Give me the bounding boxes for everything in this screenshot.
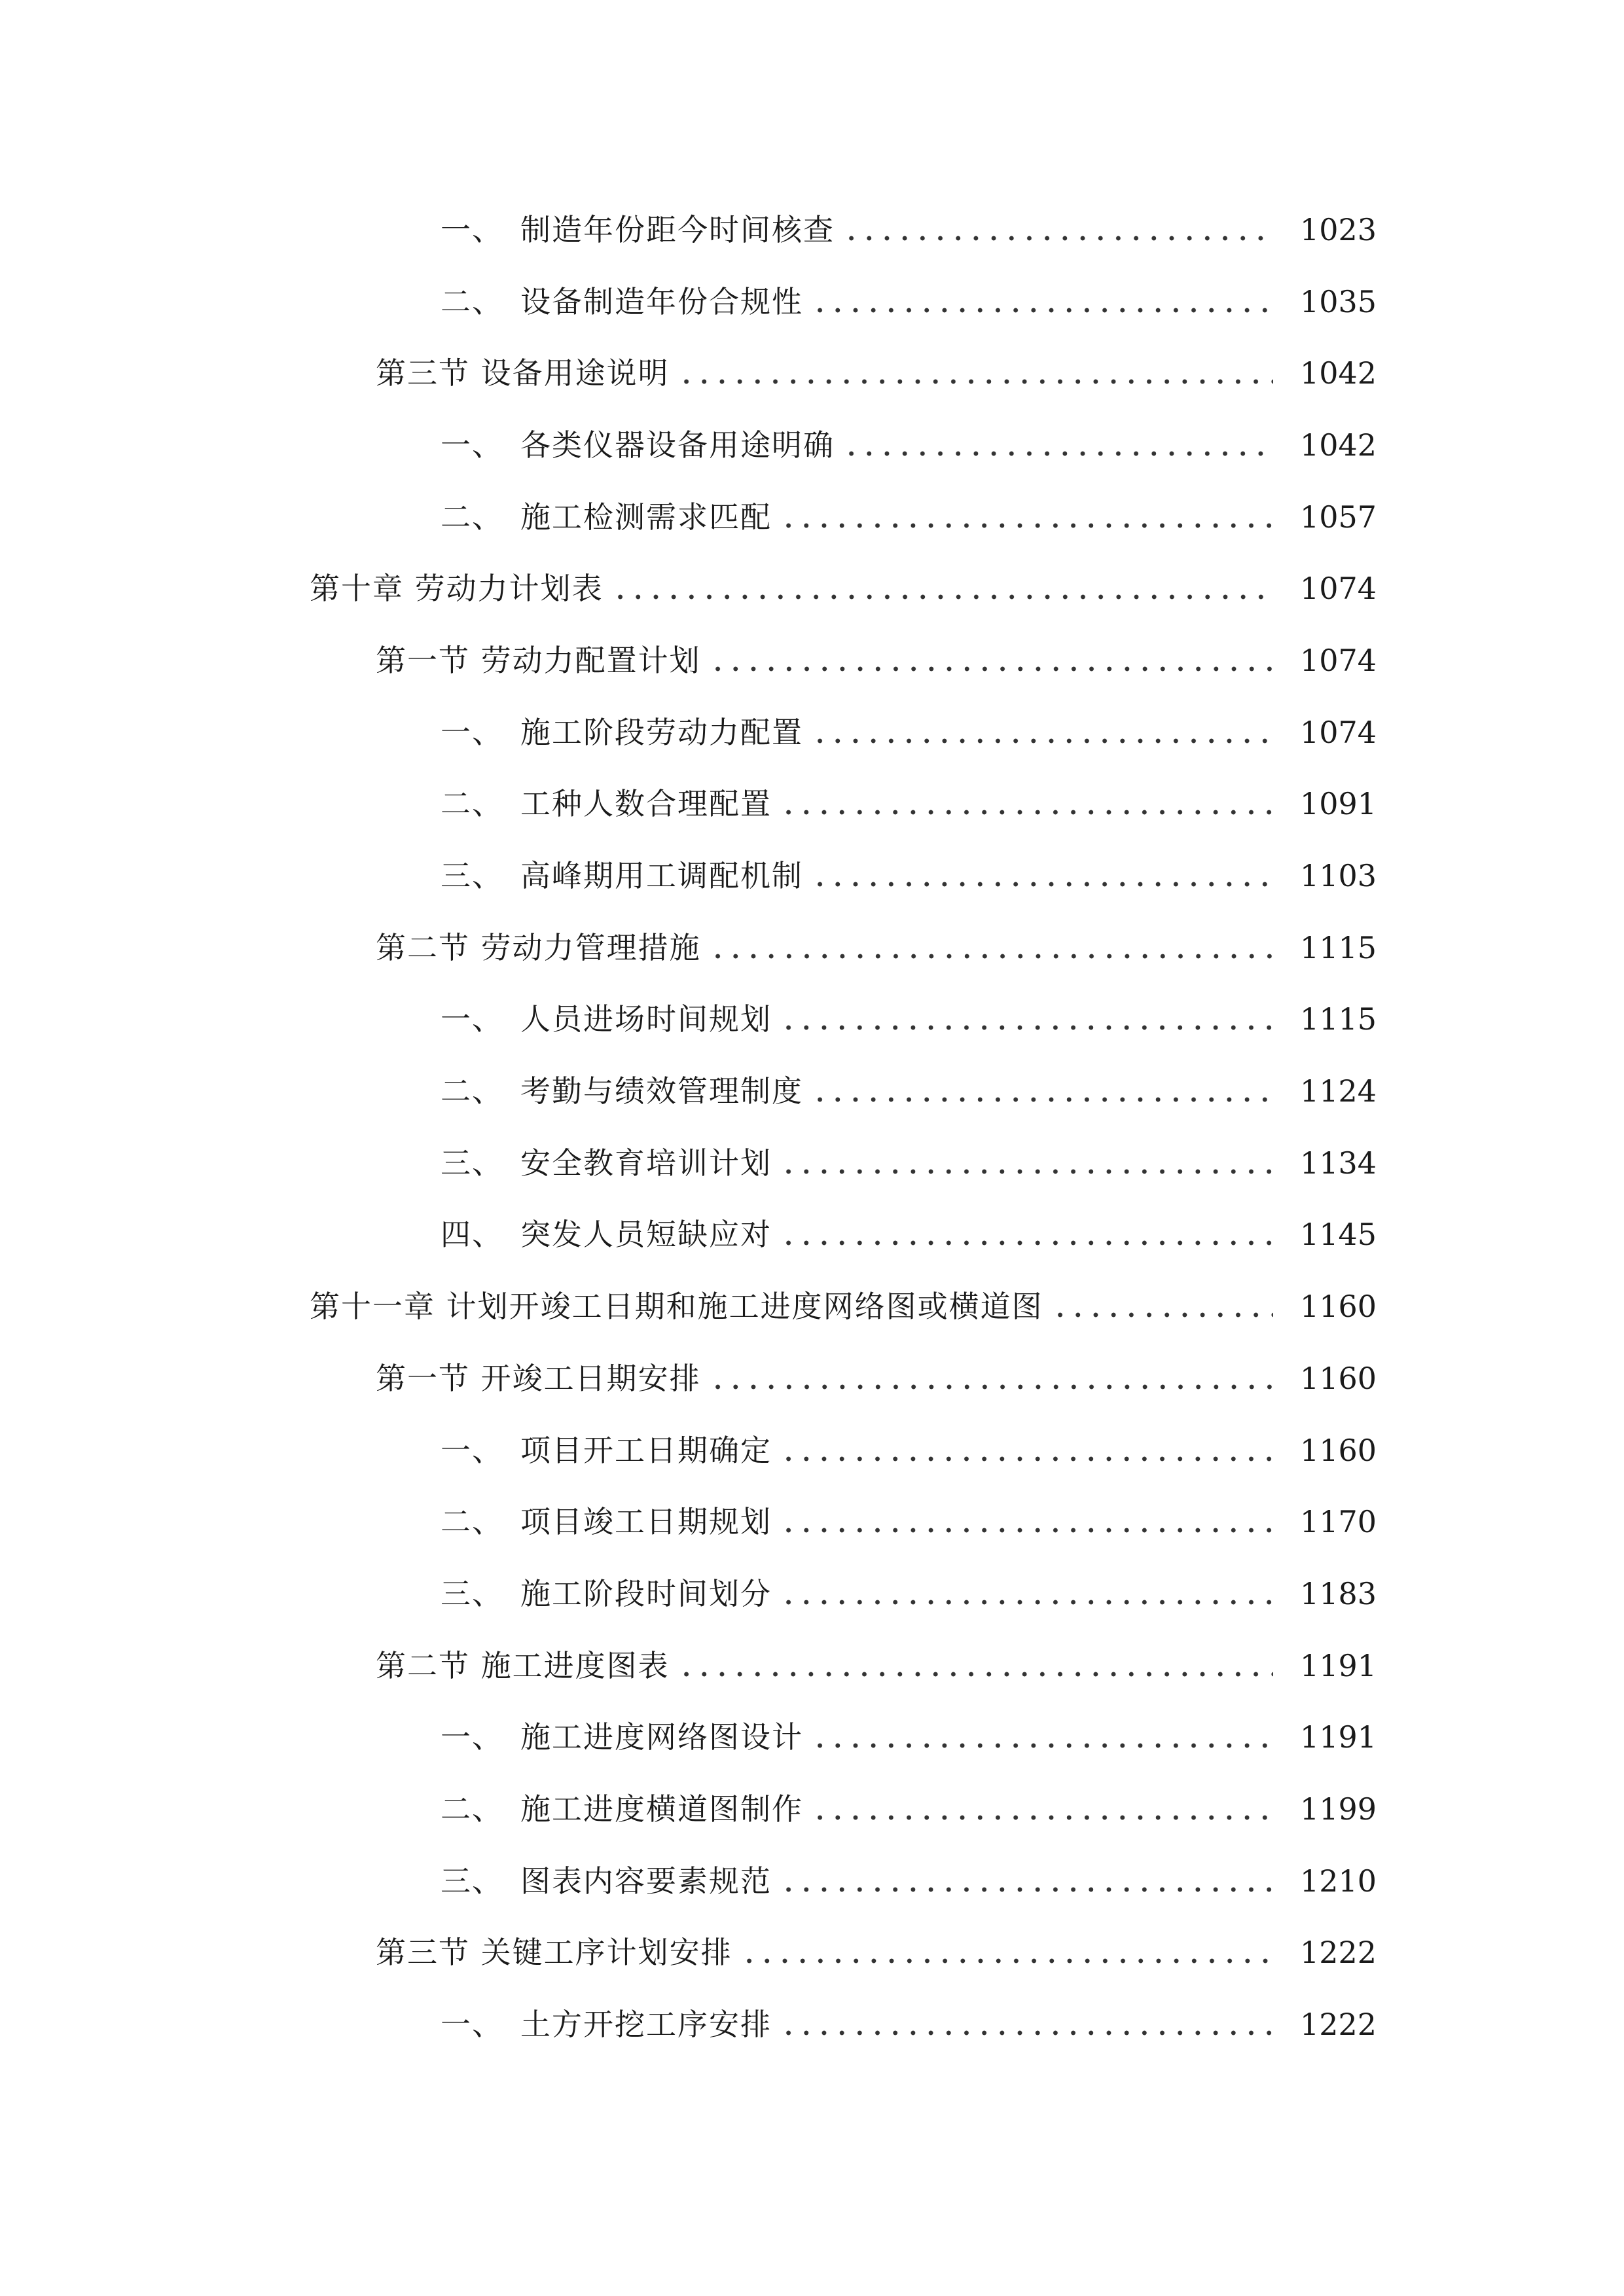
toc-entry-label	[441, 1217, 772, 1253]
toc-entry-title: 设备用途说明	[480, 355, 670, 391]
toc-entry[interactable]	[0, 1342, 1624, 1414]
dot-leader	[1051, 1291, 1273, 1321]
dot-leader	[740, 1937, 1273, 1967]
toc-entry[interactable]	[0, 1558, 1624, 1630]
dot-leader	[709, 933, 1273, 963]
toc-entry-number: 二、	[441, 283, 503, 319]
toc-entry-label	[441, 1863, 772, 1899]
toc-entry-title: 各类仪器设备用途明确	[520, 427, 835, 463]
toc-entry-number: 一、	[441, 1432, 503, 1468]
toc-entry-title: 劳动力配置计划	[480, 642, 701, 678]
toc-entry[interactable]	[0, 266, 1624, 338]
toc-entry-page-number: 1124	[1299, 1073, 1377, 1109]
toc-entry[interactable]	[0, 984, 1624, 1056]
toc-entry[interactable]	[0, 768, 1624, 840]
toc-entry-title: 关键工序计划安排	[480, 1935, 732, 1971]
toc-entry-page-number: 1210	[1299, 1863, 1377, 1899]
toc-entry-label	[441, 283, 803, 319]
dot-leader	[677, 1651, 1273, 1681]
toc-entry-number: 二、	[441, 1073, 503, 1109]
toc-entry-label	[376, 642, 701, 678]
toc-entry-title: 突发人员短缺应对	[520, 1217, 772, 1253]
toc-entry[interactable]	[0, 1773, 1624, 1845]
toc-entry[interactable]	[0, 409, 1624, 481]
toc-entry-title: 图表内容要素规范	[520, 1863, 772, 1899]
toc-entry-title: 安全教育培训计划	[520, 1145, 772, 1181]
toc-entry-title: 施工阶段时间划分	[520, 1575, 772, 1611]
toc-entry[interactable]	[0, 1701, 1624, 1773]
toc-entry-number: 第二节	[376, 929, 470, 965]
dot-leader	[677, 358, 1273, 388]
toc-entry[interactable]	[0, 1270, 1624, 1342]
toc-entry[interactable]	[0, 624, 1624, 696]
toc-entry-label	[376, 1935, 732, 1971]
toc-entry-title: 开竣工日期安排	[480, 1360, 701, 1396]
toc-entry-number: 一、	[441, 211, 503, 247]
toc-entry-number: 四、	[441, 1217, 503, 1253]
toc-entry-number: 三、	[441, 858, 503, 894]
dot-leader	[780, 789, 1273, 819]
dot-leader	[811, 1794, 1273, 1824]
toc-entry-page-number: 1199	[1299, 1791, 1377, 1827]
toc-entry-label	[376, 929, 701, 965]
toc-entry-page-number: 1115	[1299, 929, 1377, 965]
toc-entry[interactable]	[0, 1988, 1624, 2060]
toc-entry-page-number: 1222	[1299, 2007, 1377, 2043]
toc-entry-label	[441, 211, 835, 247]
toc-entry-number: 二、	[441, 786, 503, 822]
toc-entry-number: 一、	[441, 1719, 503, 1755]
dot-leader	[780, 1004, 1273, 1034]
toc-entry-label	[441, 2007, 772, 2043]
toc-entry-number: 第十章	[310, 571, 404, 607]
toc-entry[interactable]	[0, 1630, 1624, 1702]
toc-entry-number: 三、	[441, 1145, 503, 1181]
toc-entry-label	[441, 1719, 803, 1755]
toc-entry-label	[376, 1647, 670, 1683]
toc-entry-number: 一、	[441, 1001, 503, 1037]
toc-entry-page-number: 1091	[1299, 786, 1377, 822]
toc-entry[interactable]	[0, 1845, 1624, 1917]
toc-entry-title: 人员进场时间规划	[520, 1001, 772, 1037]
toc-entry-title: 计划开竣工日期和施工进度网络图或横道图	[446, 1289, 1043, 1325]
toc-entry-page-number: 1183	[1299, 1575, 1377, 1611]
toc-entry-label	[441, 1575, 772, 1611]
toc-entry-label	[441, 1791, 803, 1827]
toc-entry-page-number: 1035	[1299, 283, 1377, 319]
toc-entry-page-number: 1160	[1299, 1289, 1377, 1325]
toc-entry-page-number: 1145	[1299, 1217, 1377, 1253]
toc-entry-title: 项目开工日期确定	[520, 1432, 772, 1468]
toc-entry-title: 施工进度横道图制作	[520, 1791, 803, 1827]
dot-leader	[811, 1076, 1273, 1106]
toc-entry-number: 第三节	[376, 355, 470, 391]
toc-entry-number: 第一节	[376, 1360, 470, 1396]
dot-leader	[611, 573, 1273, 603]
toc-entry-page-number: 1134	[1299, 1145, 1377, 1181]
toc-entry-number: 第一节	[376, 642, 470, 678]
toc-entry-label	[310, 571, 604, 607]
toc-entry-page-number: 1023	[1299, 211, 1377, 247]
toc-entry-number: 一、	[441, 714, 503, 750]
toc-entry-page-number: 1103	[1299, 858, 1377, 894]
toc-entry-page-number: 1042	[1299, 427, 1377, 463]
toc-entry-page-number: 1222	[1299, 1935, 1377, 1971]
table-of-contents	[0, 194, 1624, 2060]
toc-entry-label	[441, 1073, 803, 1109]
toc-entry-label	[441, 858, 803, 894]
dot-leader	[780, 2009, 1273, 2039]
toc-entry-number: 第二节	[376, 1647, 470, 1683]
toc-entry-number: 二、	[441, 1791, 503, 1827]
toc-entry-number: 二、	[441, 1504, 503, 1540]
toc-entry[interactable]	[0, 840, 1624, 912]
toc-entry-title: 劳动力管理措施	[480, 929, 701, 965]
toc-entry-label	[376, 1360, 701, 1396]
toc-entry-title: 考勤与绩效管理制度	[520, 1073, 803, 1109]
dot-leader	[709, 1363, 1273, 1393]
dot-leader	[709, 645, 1273, 675]
toc-entry-page-number: 1042	[1299, 355, 1377, 391]
toc-entry-number: 一、	[441, 427, 503, 463]
dot-leader	[842, 430, 1273, 460]
toc-entry-title: 土方开挖工序安排	[520, 2007, 772, 2043]
toc-entry-label	[441, 1504, 772, 1540]
toc-entry[interactable]	[0, 194, 1624, 266]
toc-entry-title: 施工进度图表	[480, 1647, 670, 1683]
dot-leader	[811, 861, 1273, 891]
toc-entry-label	[441, 427, 835, 463]
toc-entry-label	[441, 714, 803, 750]
toc-entry-page-number: 1074	[1299, 642, 1377, 678]
toc-entry-label	[310, 1289, 1043, 1325]
dot-leader	[780, 1219, 1273, 1249]
toc-entry-label	[376, 355, 670, 391]
toc-entry-title: 工种人数合理配置	[520, 786, 772, 822]
dot-leader	[811, 717, 1273, 747]
toc-entry-number: 第十一章	[310, 1289, 435, 1325]
toc-entry-title: 高峰期用工调配机制	[520, 858, 803, 894]
toc-entry[interactable]	[0, 1414, 1624, 1486]
toc-entry-page-number: 1170	[1299, 1504, 1377, 1540]
toc-entry-label	[441, 1145, 772, 1181]
toc-entry-page-number: 1191	[1299, 1647, 1377, 1683]
toc-entry[interactable]	[0, 1055, 1624, 1127]
toc-entry-page-number: 1160	[1299, 1432, 1377, 1468]
toc-entry-title: 施工阶段劳动力配置	[520, 714, 803, 750]
dot-leader	[842, 215, 1273, 245]
toc-entry[interactable]	[0, 912, 1624, 984]
toc-entry[interactable]	[0, 337, 1624, 409]
toc-entry-title: 制造年份距今时间核查	[520, 211, 835, 247]
toc-entry-label	[441, 1001, 772, 1037]
toc-entry-page-number: 1191	[1299, 1719, 1377, 1755]
toc-entry-number: 三、	[441, 1575, 503, 1611]
dot-leader	[780, 1148, 1273, 1178]
toc-entry-number: 第三节	[376, 1935, 470, 1971]
toc-entry-title: 施工进度网络图设计	[520, 1719, 803, 1755]
toc-entry-number: 二、	[441, 499, 503, 535]
toc-entry-label	[441, 786, 772, 822]
dot-leader	[780, 1866, 1273, 1896]
toc-entry[interactable]	[0, 552, 1624, 624]
toc-entry[interactable]	[0, 1917, 1624, 1989]
toc-entry-page-number: 1057	[1299, 499, 1377, 535]
toc-entry-title: 设备制造年份合规性	[520, 283, 803, 319]
dot-leader	[811, 287, 1273, 317]
dot-leader	[780, 1579, 1273, 1609]
toc-entry-page-number: 1074	[1299, 714, 1377, 750]
toc-entry-label	[441, 499, 772, 535]
toc-entry-title: 项目竣工日期规划	[520, 1504, 772, 1540]
toc-entry-page-number: 1074	[1299, 571, 1377, 607]
dot-leader	[811, 1722, 1273, 1752]
toc-entry[interactable]	[0, 1486, 1624, 1558]
toc-entry-title: 劳动力计划表	[414, 571, 604, 607]
toc-entry-number: 三、	[441, 1863, 503, 1899]
toc-entry-page-number: 1160	[1299, 1360, 1377, 1396]
toc-entry-label	[441, 1432, 772, 1468]
toc-entry-page-number: 1115	[1299, 1001, 1377, 1037]
dot-leader	[780, 502, 1273, 532]
toc-entry[interactable]	[0, 481, 1624, 553]
toc-entry[interactable]	[0, 1127, 1624, 1199]
toc-entry[interactable]	[0, 696, 1624, 768]
toc-entry-number: 一、	[441, 2007, 503, 2043]
dot-leader	[780, 1507, 1273, 1537]
toc-entry-title: 施工检测需求匹配	[520, 499, 772, 535]
dot-leader	[780, 1435, 1273, 1465]
toc-entry[interactable]	[0, 1199, 1624, 1271]
